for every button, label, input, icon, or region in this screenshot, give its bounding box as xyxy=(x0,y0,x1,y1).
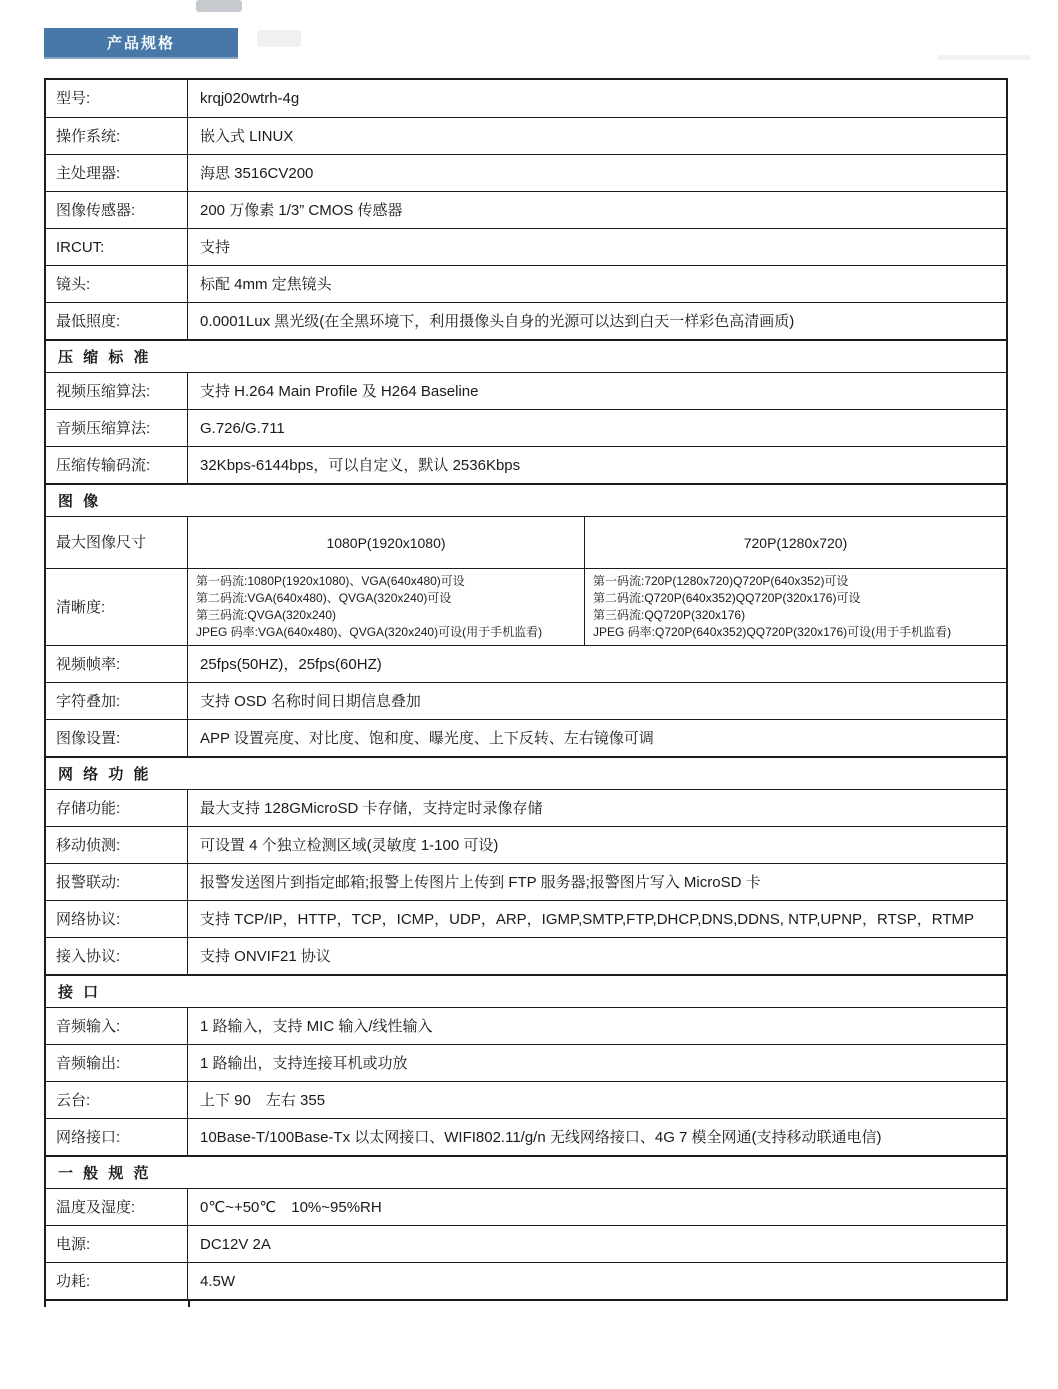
row-lens xyxy=(46,265,1006,302)
section-header-text: 压 缩 标 准 xyxy=(58,349,152,366)
spec-label: 温度及湿度: xyxy=(46,1189,188,1225)
row-audio-codec xyxy=(46,409,1006,446)
spec-value: 25fps(50HZ)，25fps(60HZ) xyxy=(200,655,382,673)
spec-label: 音频输入: xyxy=(46,1008,188,1044)
section-interfaces xyxy=(46,974,1006,1007)
row-temp-humidity xyxy=(46,1188,1006,1225)
scan-smudge xyxy=(938,55,1030,60)
section-general-specs xyxy=(46,1155,1006,1188)
resolution-1080p: 1080P(1920x1080) xyxy=(188,517,585,568)
row-access-protocol xyxy=(46,937,1006,974)
spec-value: 支持 TCP/IP，HTTP，TCP，ICMP，UDP，ARP，IGMP,SMTP,FTP,DHCP,DNS,DDNS, NTP,UPNP，RTSP，RTMP xyxy=(200,910,974,928)
spec-value: 支持 ONVIF21 协议 xyxy=(200,947,331,965)
spec-label: 视频压缩算法: xyxy=(46,373,188,409)
spec-label: 视频帧率: xyxy=(46,646,188,682)
row-min-illumination xyxy=(46,302,1006,339)
spec-label: 报警联动: xyxy=(46,864,188,900)
spec-value: 可设置 4 个独立检测区域(灵敏度 1-100 可设) xyxy=(200,836,499,854)
section-header-text: 接 口 xyxy=(58,984,102,1001)
scan-smudge xyxy=(196,0,242,12)
row-image-settings xyxy=(46,719,1006,756)
stream-line: 第二码流:Q720P(640x352)QQ720P(320x176)可设 xyxy=(593,591,861,605)
row-ircut xyxy=(46,228,1006,265)
stream-line: 第三码流:QVGA(320x240) xyxy=(196,608,337,622)
section-image xyxy=(46,483,1006,516)
spec-value: 200 万像素 1/3” CMOS 传感器 xyxy=(200,201,403,219)
section-network-functions xyxy=(46,756,1006,789)
row-network-protocols xyxy=(46,900,1006,937)
row-max-image-size xyxy=(46,516,1006,568)
spec-value: 支持 xyxy=(200,238,231,256)
row-osd-overlay xyxy=(46,682,1006,719)
spec-value: 支持 OSD 名称时间日期信息叠加 xyxy=(200,692,421,710)
stream-detail-1080p xyxy=(188,569,585,645)
spec-label: 镜头: xyxy=(46,266,188,302)
spec-value: 1 路输入，支持 MIC 输入/线性输入 xyxy=(200,1017,433,1035)
cutoff-row-stub xyxy=(44,1301,46,1307)
spec-value: 10Base-T/100Base-Tx 以太网接口、WIFI802.11/g/n 无线网络接口、4G 7 模全网通(支持移动联通电信) xyxy=(200,1128,882,1146)
row-bitrate xyxy=(46,446,1006,483)
row-image-sensor xyxy=(46,191,1006,228)
spec-value: 4.5W xyxy=(200,1272,236,1290)
spec-value: G.726/G.711 xyxy=(200,419,285,437)
spec-label: 最低照度: xyxy=(46,303,188,339)
spec-label: 音频压缩算法: xyxy=(46,410,188,446)
spec-label: 功耗: xyxy=(46,1263,188,1299)
spec-label: IRCUT: xyxy=(46,229,188,265)
spec-label: 最大图像尺寸 xyxy=(46,517,188,568)
spec-value: 支持 H.264 Main Profile 及 H264 Baseline xyxy=(200,382,479,400)
spec-label: 接入协议: xyxy=(46,938,188,974)
row-cpu xyxy=(46,154,1006,191)
spec-value: 0.0001Lux 黑光级(在全黑环境下，利用摄像头自身的光源可以达到白天一样彩色高清画质) xyxy=(200,312,795,330)
section-title-badge xyxy=(44,28,238,59)
section-header-text: 网 络 功 能 xyxy=(58,766,152,783)
spec-label: 操作系统: xyxy=(46,118,188,154)
spec-label: 网络协议: xyxy=(46,901,188,937)
spec-value: 报警发送图片到指定邮箱;报警上传图片上传到 FTP 服务器;报警图片写入 MicroSD 卡 xyxy=(200,873,761,891)
spec-value: APP 设置亮度、对比度、饱和度、曝光度、上下反转、左右镜像可调 xyxy=(200,729,654,747)
row-model xyxy=(46,80,1006,117)
spec-label: 清晰度: xyxy=(46,569,188,645)
spec-label: 音频输出: xyxy=(46,1045,188,1081)
cutoff-row-stub xyxy=(188,1301,190,1307)
spec-value: 上下 90 左右 355 xyxy=(200,1091,326,1109)
stream-line: 第一码流:1080P(1920x1080)、VGA(640x480)可设 xyxy=(196,574,465,588)
spec-value: 嵌入式 LINUX xyxy=(200,127,294,145)
row-motion-detection xyxy=(46,826,1006,863)
row-storage xyxy=(46,789,1006,826)
spec-value: 1 路输出，支持连接耳机或功放 xyxy=(200,1054,408,1072)
row-os xyxy=(46,117,1006,154)
section-header-text: 一 般 规 范 xyxy=(58,1165,152,1182)
spec-label: 移动侦测: xyxy=(46,827,188,863)
spec-label: 压缩传输码流: xyxy=(46,447,188,483)
spec-label: 存储功能: xyxy=(46,790,188,826)
spec-label: 型号: xyxy=(46,80,188,117)
row-video-codec xyxy=(46,372,1006,409)
row-network-interface xyxy=(46,1118,1006,1155)
stream-line: JPEG 码率:Q720P(640x352)QQ720P(320x176)可设(用于手机监看) xyxy=(593,625,952,639)
spec-label: 网络接口: xyxy=(46,1119,188,1155)
spec-label: 字符叠加: xyxy=(46,683,188,719)
spec-value: 海思 3516CV200 xyxy=(200,164,314,182)
stream-line: 第三码流:QQ720P(320x176) xyxy=(593,608,746,622)
section-title-text: 产品规格 xyxy=(106,35,175,52)
row-power-consumption xyxy=(46,1262,1006,1299)
scan-smudge xyxy=(257,30,301,47)
spec-label: 主处理器: xyxy=(46,155,188,191)
row-stream-clarity xyxy=(46,568,1006,645)
section-compression-standard xyxy=(46,339,1006,372)
row-alarm-linkage xyxy=(46,863,1006,900)
row-audio-output xyxy=(46,1044,1006,1081)
stream-detail-720p xyxy=(585,569,1006,645)
row-ptz xyxy=(46,1081,1006,1118)
row-power-supply xyxy=(46,1225,1006,1262)
spec-value: 0℃~+50℃ 10%~95%RH xyxy=(200,1198,382,1216)
spec-label: 电源: xyxy=(46,1226,188,1262)
spec-label: 图像传感器: xyxy=(46,192,188,228)
spec-value: DC12V 2A xyxy=(200,1235,271,1253)
section-header-text: 图 像 xyxy=(58,493,102,510)
spec-value: krqj020wtrh-4g xyxy=(200,90,300,107)
stream-line: JPEG 码率:VGA(640x480)、QVGA(320x240)可设(用于手机监看) xyxy=(196,625,543,639)
spec-value: 32Kbps-6144bps，可以自定义，默认 2536Kbps xyxy=(200,456,521,474)
resolution-720p: 720P(1280x720) xyxy=(743,534,848,551)
stream-line: 第二码流:VGA(640x480)、QVGA(320x240)可设 xyxy=(196,591,452,605)
row-audio-input xyxy=(46,1007,1006,1044)
spec-value: 标配 4mm 定焦镜头 xyxy=(200,275,332,293)
spec-value: 最大支持 128GMicroSD 卡存储，支持定时录像存储 xyxy=(200,799,543,817)
stream-line: 第一码流:720P(1280x720)Q720P(640x352)可设 xyxy=(593,574,849,588)
row-framerate xyxy=(46,645,1006,682)
spec-label: 图像设置: xyxy=(46,720,188,756)
spec-label: 云台: xyxy=(46,1082,188,1118)
spec-table xyxy=(44,78,1008,1301)
